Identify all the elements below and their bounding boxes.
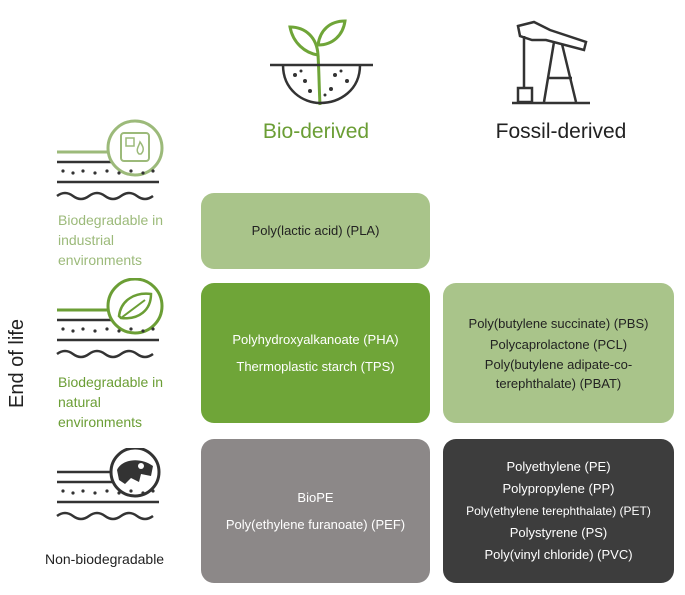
polymer-biope: BioPE — [297, 489, 334, 505]
polymer-pp: Polypropylene (PP) — [502, 481, 615, 496]
polymer-pef: Poly(ethylene furanoate) (PEF) — [225, 516, 406, 532]
row-label-natural — [58, 372, 183, 432]
cell-fossil-natural — [443, 283, 674, 423]
polymer-pla: Poly(lactic acid) (PLA) — [251, 223, 380, 238]
polymer-pha: Polyhydroxyalkanoate (PHA) — [232, 331, 399, 347]
cell-bio-non — [201, 439, 430, 583]
axis-label-end-of-life: End of life — [6, 319, 28, 408]
oil-pump-icon — [510, 18, 595, 106]
polymer-tps: Thermoplastic starch (TPS) — [236, 358, 395, 374]
row-label-industrial — [58, 210, 183, 270]
polymer-pbat-line1: Poly(butylene adipate-co- — [484, 357, 633, 372]
row-label-non-biodegradable — [45, 549, 195, 569]
polymer-pet: Poly(ethylene terephthalate) (PET) — [466, 504, 651, 518]
cell-fossil-non — [443, 439, 674, 583]
leaf-icon — [55, 278, 170, 368]
polymer-pcl: Polycaprolactone (PCL) — [489, 337, 628, 352]
polymer-pvc: Poly(vinyl chloride) (PVC) — [484, 547, 633, 562]
row-label-natural-text: Biodegradable in natural environments — [58, 374, 164, 430]
sprout-icon — [265, 15, 380, 110]
cell-bio-industrial — [201, 193, 430, 269]
row-label-non-text: Non-biodegradable — [45, 551, 165, 567]
polymer-ps: Polystyrene (PS) — [509, 525, 608, 540]
compost-facility-icon — [55, 118, 170, 208]
cell-bio-natural — [201, 283, 430, 423]
polymer-pbs: Poly(butylene succinate) (PBS) — [468, 316, 649, 331]
fossil-skull-icon — [55, 448, 170, 538]
column-title-bio-derived: Bio-derived — [262, 120, 370, 143]
row-label-industrial-text: Biodegradable in industrial environments — [58, 212, 164, 268]
column-title-fossil-derived: Fossil-derived — [495, 120, 627, 143]
polymer-pbat-line2: terephthalate) (PBAT) — [495, 376, 622, 391]
polymer-pe: Polyethylene (PE) — [506, 459, 611, 474]
